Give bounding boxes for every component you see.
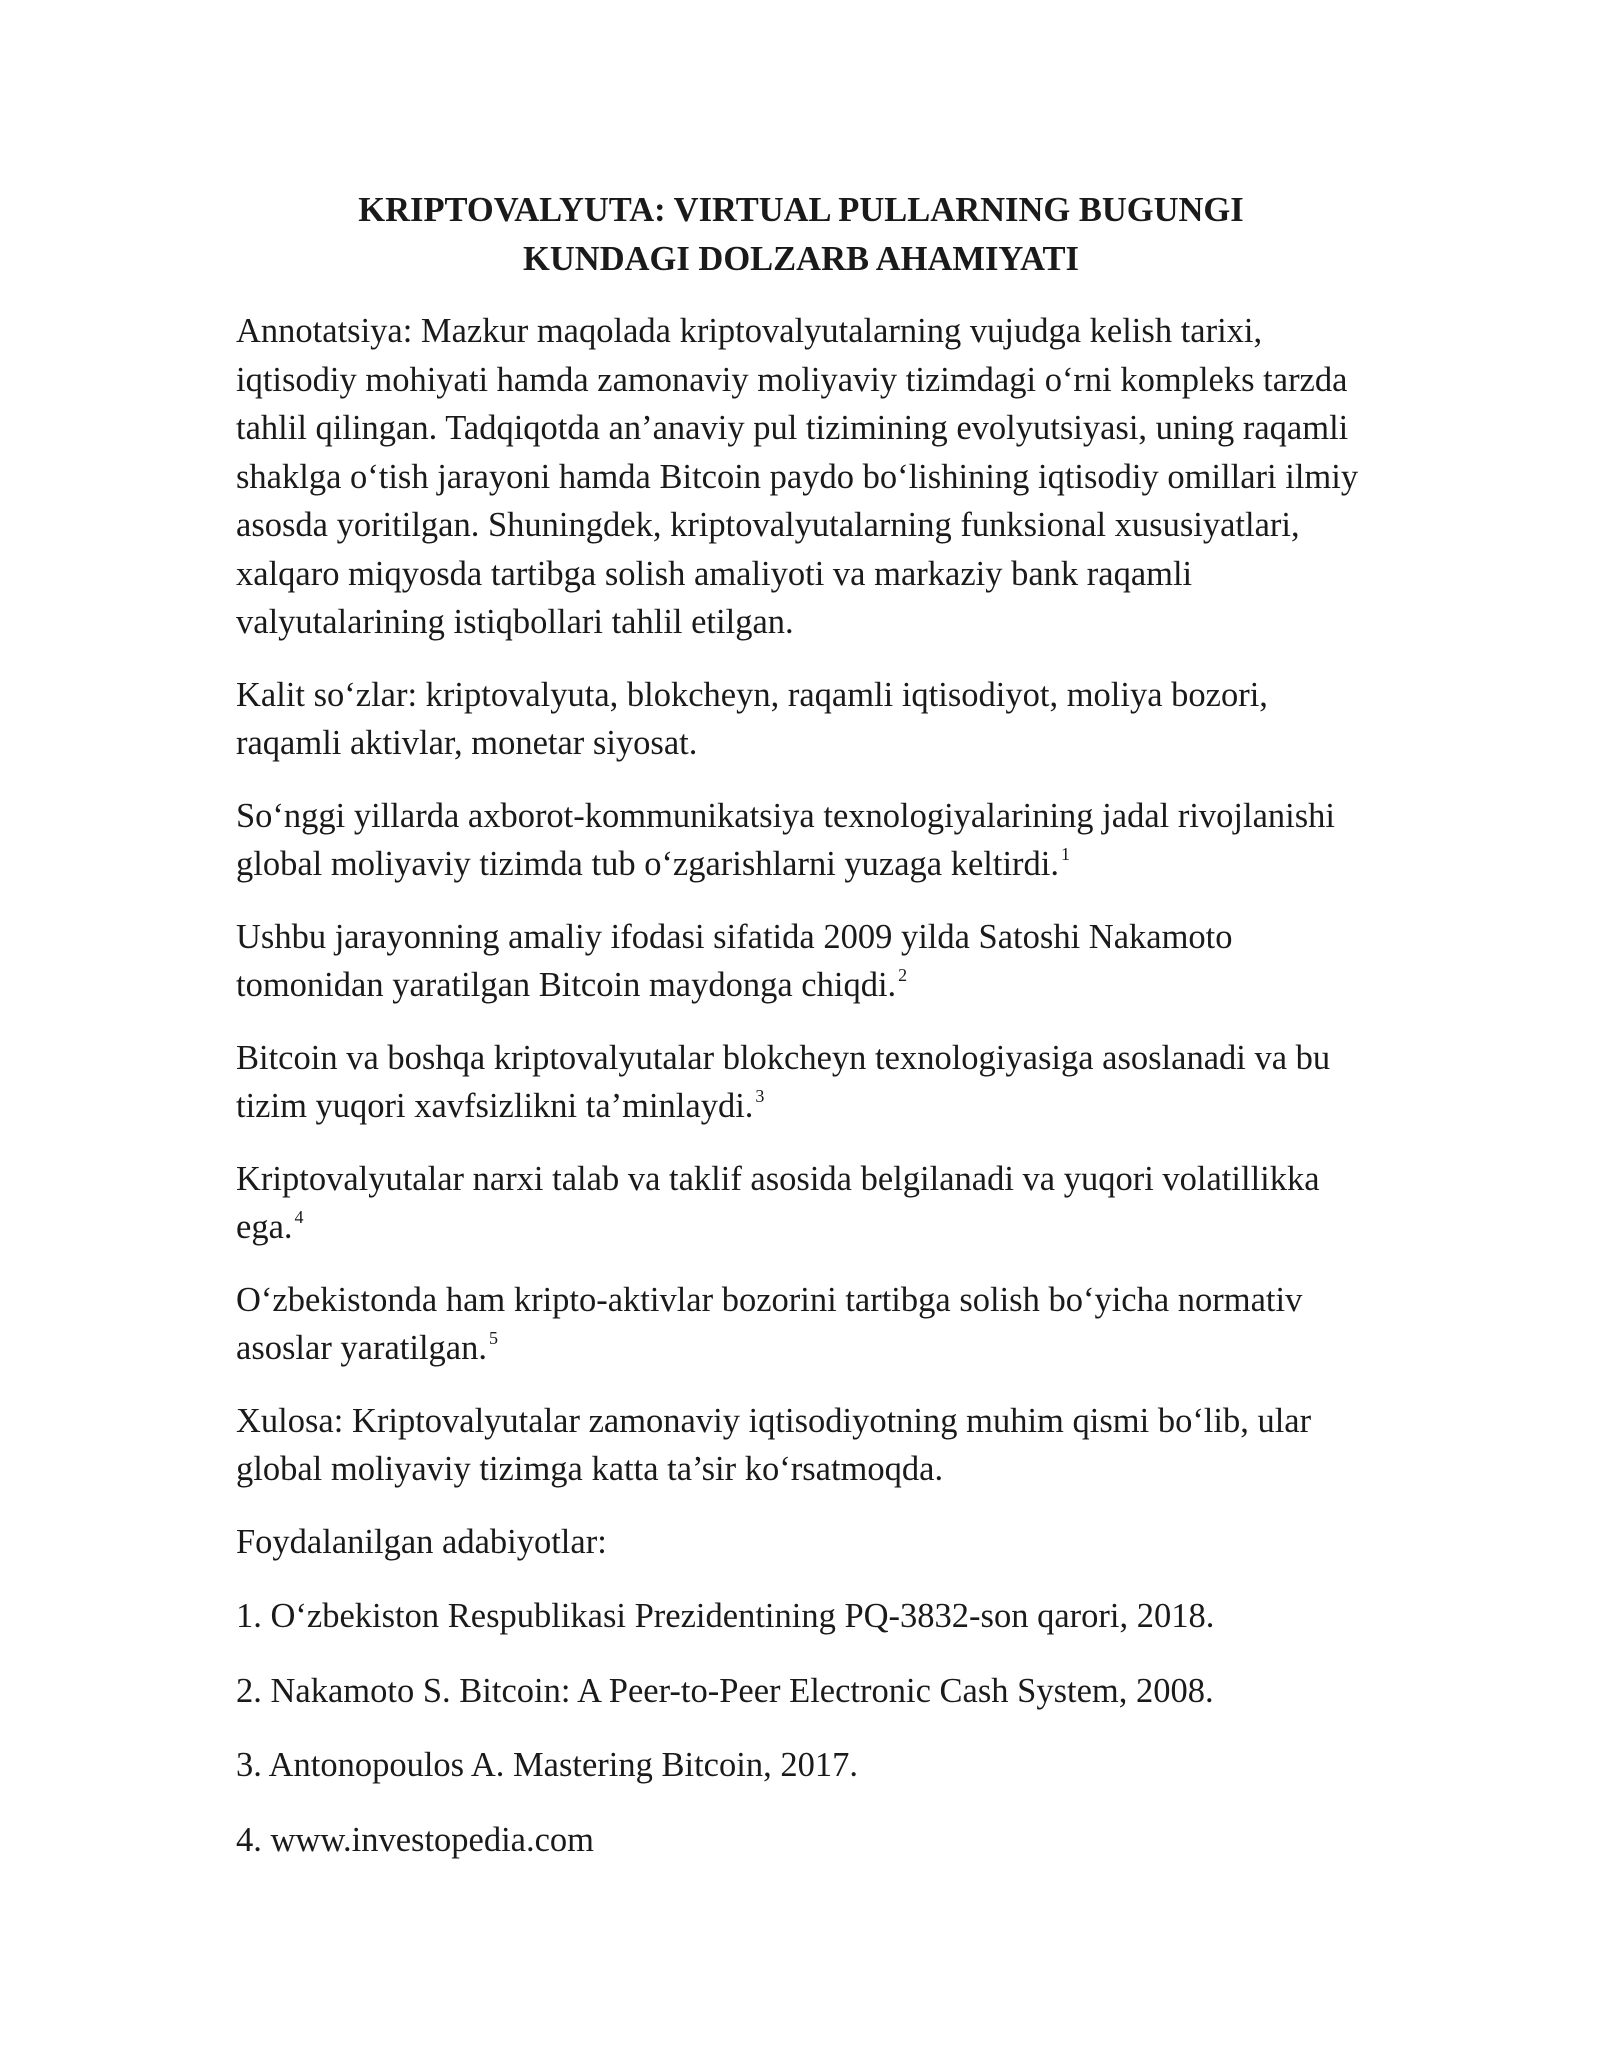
reference-item-1: 1. O‘zbekiston Respublikasi Prezidentining PQ-3832-son qarori, 2018. <box>236 1597 1215 1635</box>
references-heading: Foydalanilgan adabiyotlar: <box>236 1522 607 1561</box>
body-text: So‘nggi yillarda axborot-kommunikatsiya texnologiyalarining jadal rivojlanishi global moliyaviy tizimda tub o‘zgarishlarni yuzaga keltirdi. <box>236 796 1335 883</box>
document-title <box>236 186 1366 284</box>
document-page <box>236 186 1366 1890</box>
body-paragraph-3 <box>236 1034 1366 1131</box>
title-line-1: KRIPTOVALYUTA: VIRTUAL PULLARNING BUGUNGI <box>358 191 1244 229</box>
annotation-paragraph: Annotatsiya: Mazkur maqolada kriptovalyutalarning vujudga kelish tarixi, iqtisodiy mohiyati hamda zamonaviy moliyaviy tizimdagi o‘rni kompleks tarzda tahlil qilingan. Tadqiqotda an’anaviy pul tizimining evolyutsiyasi, uning raqamli shaklga o‘tish jarayoni hamda Bitcoin paydo bo‘lishining iqtisodiy omillari ilmiy asosda yoritilgan. Shuningdek, kriptovalyutalarning funksional xususiyatlari, xalqaro miqyosda tartibga solish amaliyoti va markaziy bank raqamli valyutalarining istiqbollari tahlil etilgan. <box>236 312 1359 641</box>
body-paragraph-2 <box>236 913 1366 1010</box>
conclusion-paragraph: Xulosa: Kriptovalyutalar zamonaviy iqtisodiyotning muhim qismi bo‘lib, ular global moliyaviy tizimga katta ta’sir ko‘rsatmoqda. <box>236 1401 1312 1488</box>
footnote-marker: 2 <box>898 964 908 985</box>
title-line-2: KUNDAGI DOLZARB AHAMIYATI <box>523 240 1079 278</box>
footnote-marker: 4 <box>294 1206 304 1227</box>
body-paragraph-1 <box>236 792 1366 889</box>
reference-item-4: 4. www.investopedia.com <box>236 1820 595 1859</box>
body-text: Bitcoin va boshqa kriptovalyutalar blokcheyn texnologiyasiga asoslanadi va bu tizim yuqori xavfsizlikni ta’minlaydi. <box>236 1038 1331 1125</box>
body-paragraph-5 <box>236 1276 1366 1373</box>
footnote-marker: 3 <box>755 1085 765 1106</box>
body-text: Ushbu jarayonning amaliy ifodasi sifatida 2009 yilda Satoshi Nakamoto tomonidan yaratilgan Bitcoin maydonga chiqdi. <box>236 917 1233 1004</box>
keywords-paragraph: Kalit so‘zlar: kriptovalyuta, blokcheyn, raqamli iqtisodiyot, moliya bozori, raqamli aktivlar, monetar siyosat. <box>236 675 1268 762</box>
footnote-marker: 5 <box>488 1327 498 1348</box>
footnote-marker: 1 <box>1060 843 1070 864</box>
body-paragraph-4 <box>236 1155 1366 1252</box>
reference-item-3: 3. Antonopoulos A. Mastering Bitcoin, 2017. <box>236 1746 858 1784</box>
body-text: O‘zbekistonda ham kripto-aktivlar bozorini tartibga solish bo‘yicha normativ asoslar yaratilgan. <box>236 1280 1303 1367</box>
reference-item-2: 2. Nakamoto S. Bitcoin: A Peer-to-Peer Electronic Cash System, 2008. <box>236 1671 1214 1710</box>
body-text: Kriptovalyutalar narxi talab va taklif asosida belgilanadi va yuqori volatillikka ega. <box>236 1159 1320 1246</box>
